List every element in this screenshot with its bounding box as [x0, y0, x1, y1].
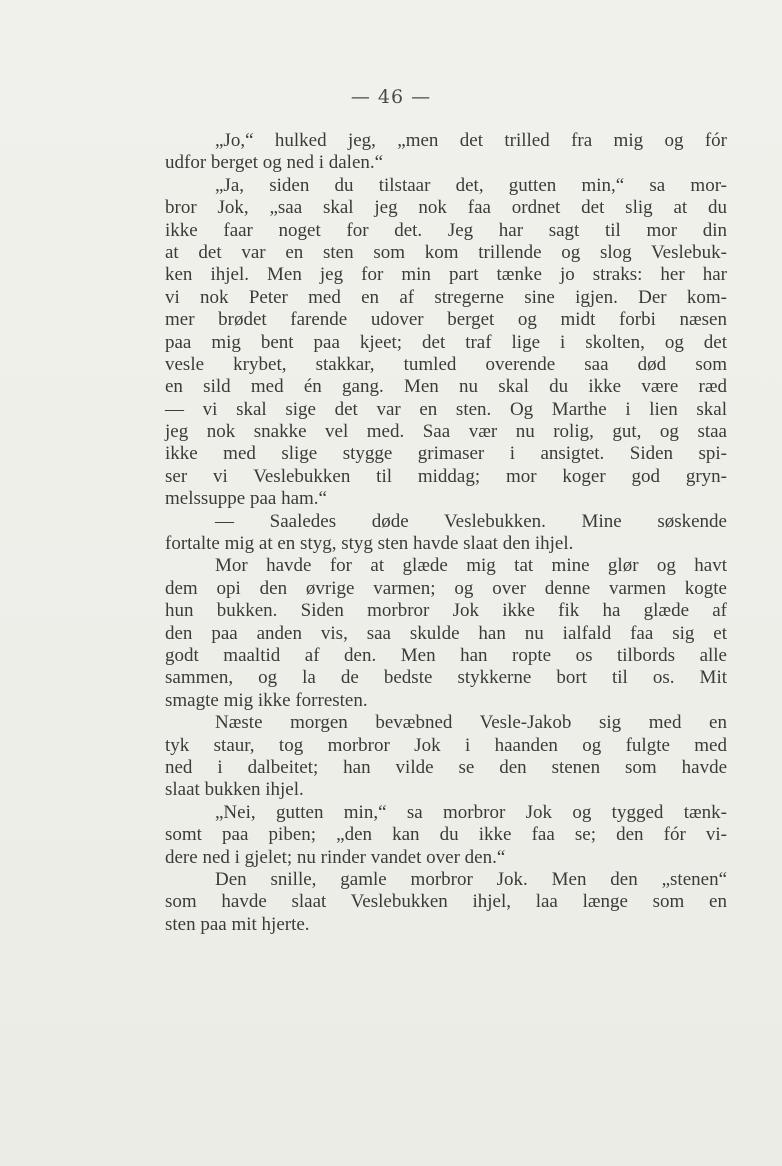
text-line: somt paa piben; „den kan du ikke faa se; den fór vi-	[165, 824, 727, 846]
text-line: en sild med én gang. Men nu skal du ikke være ræd	[165, 376, 727, 398]
text-line: jeg nok snakke vel med. Saa vær nu rolig, gut, og staa	[165, 421, 727, 443]
text-line: tyk staur, tog morbror Jok i haanden og fulgte med	[165, 734, 727, 756]
text-line: ned i dalbeitet; han vilde se den stenen som havde	[165, 756, 727, 778]
text-line: som havde slaat Veslebukken ihjel, laa længe som en	[165, 891, 727, 913]
text-line: ken ihjel. Men jeg for min part tænke jo straks: her har	[165, 264, 727, 286]
text-line: sten paa mit hjerte.	[165, 913, 310, 935]
text-line: Den snille, gamle morbror Jok. Men den „stenen“	[215, 868, 727, 890]
text-line: vesle krybet, stakkar, tumled overende saa død som	[165, 353, 727, 375]
text-line: slaat bukken ihjel.	[165, 779, 304, 801]
text-line: godt maaltid af den. Men han ropte os tilbords alle	[165, 644, 727, 666]
text-line: den paa anden vis, saa skulde han nu ialfald faa sig et	[165, 622, 727, 644]
text-line: ikke med slige stygge grimaser i ansigtet. Siden spi-	[165, 443, 727, 465]
text-line: sammen, og la de bedste stykkerne bort til os. Mit	[165, 667, 727, 689]
text-line: at det var en sten som kom trillende og slog Veslebuk-	[165, 241, 727, 263]
text-line: ser vi Veslebukken til middag; mor koger god gryn-	[165, 465, 727, 487]
text-line: vi nok Peter med en af stregerne sine igjen. Der kom-	[165, 286, 727, 308]
text-line: dem opi den øvrige varmen; og over denne varmen kogte	[165, 577, 727, 599]
text-line: „Ja, siden du tilstaar det, gutten min,“ sa mor-	[215, 174, 727, 196]
text-line: dere ned i gjelet; nu rinder vandet over den.“	[165, 846, 506, 868]
text-line: hun bukken. Siden morbror Jok ikke fik ha glæde af	[165, 600, 727, 622]
text-line: „Jo,“ hulked jeg, „men det trilled fra mig og fór	[215, 130, 727, 151]
text-line: Mor havde for at glæde mig tat mine glør og havt	[215, 555, 727, 577]
body-text	[165, 130, 727, 936]
text-line: melssuppe paa ham.“	[165, 488, 327, 510]
text-line: paa mig bent paa kjeet; det traf lige i skolten, og det	[165, 331, 727, 353]
text-line: mer brødet farende udover berget og midt forbi næsen	[165, 309, 727, 331]
text-line: — vi skal sige det var en sten. Og Marthe i lien skal	[165, 398, 727, 420]
text-line: — Saaledes døde Veslebukken. Mine søskende	[215, 510, 727, 532]
text-line: „Nei, gutten min,“ sa morbror Jok og tygged tænk-	[215, 801, 727, 823]
text-line: smagte mig ikke forresten.	[165, 689, 368, 711]
text-line: bror Jok, „saa skal jeg nok faa ordnet det slig at du	[165, 197, 727, 219]
text-line: Næste morgen bevæbned Vesle-Jakob sig med en	[215, 712, 727, 734]
text-line: ikke faar noget for det. Jeg har sagt til mor din	[165, 219, 727, 241]
text-line: udfor berget og ned i dalen.“	[165, 152, 384, 174]
page-number: — 46 —	[350, 86, 432, 108]
text-line: fortalte mig at en styg, styg sten havde slaat den ihjel.	[165, 533, 574, 555]
